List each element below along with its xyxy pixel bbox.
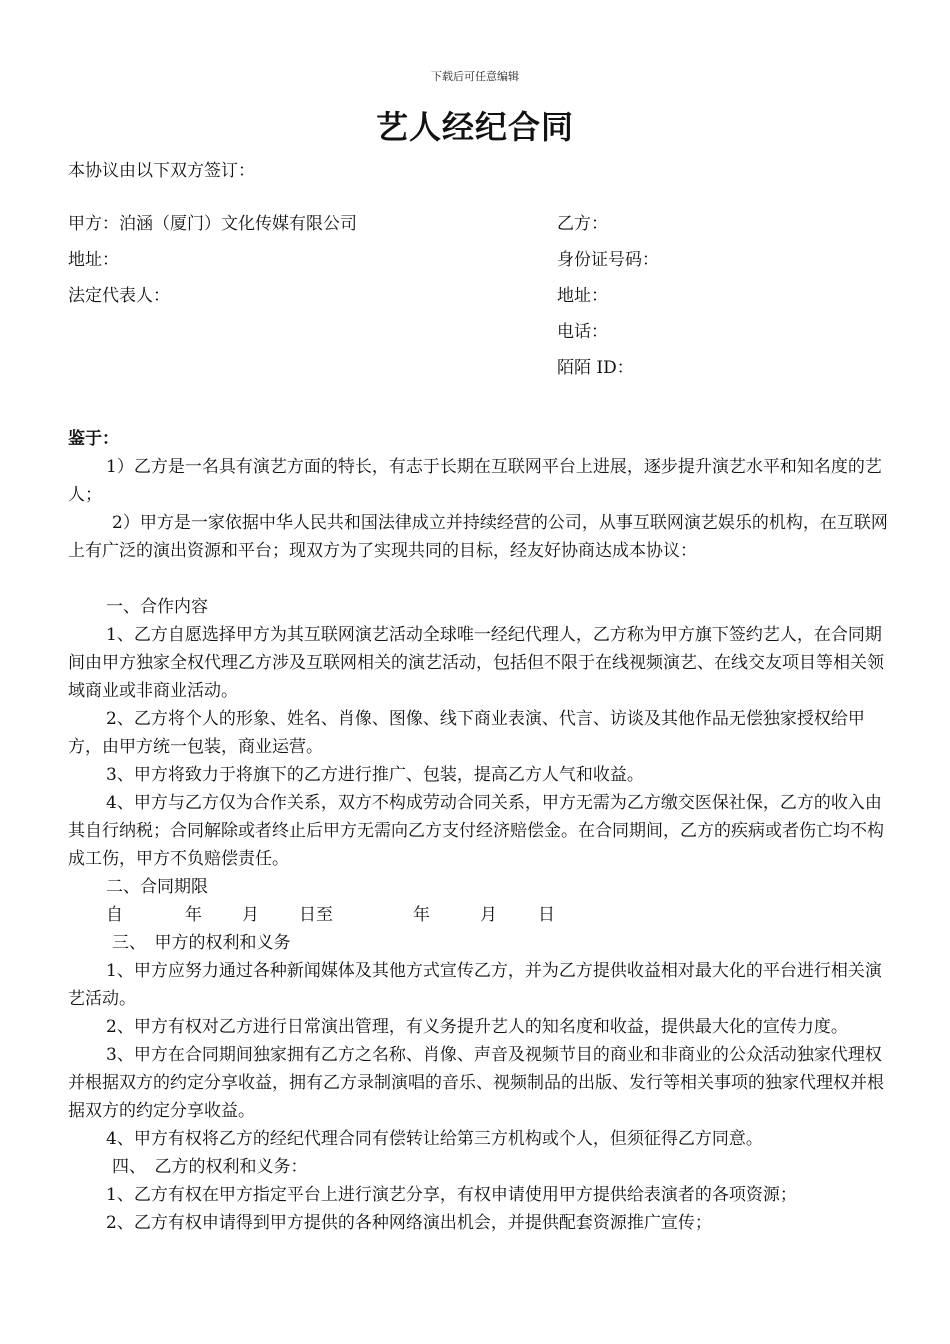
section-4-item: 2、乙方有权申请得到甲方提供的各种网络演出机会，并提供配套资源推广宣传； [106, 1213, 712, 1233]
term-month-2: 月 [480, 905, 497, 925]
term-from: 自 [106, 905, 123, 925]
section-3-item: 2、甲方有权对乙方进行日常演出管理，有义务提升艺人的知名度和收益，提供最大化的宣传力度。 [106, 1017, 848, 1037]
whereas-item-2: 2）甲方是一家依据中华人民共和国法律成立并持续经营的公司，从事互联网演艺娱乐的机构，在互联网上有广泛的演出资源和平台；现双方为了实现共同的目标，经友好协商达成本协议： [68, 513, 888, 561]
section-4-heading: 四、 乙方的权利和义务： [112, 1157, 308, 1177]
spacer [68, 565, 888, 593]
section-1-heading: 一、合作内容 [106, 597, 208, 617]
party-b-block [557, 210, 659, 390]
section-1-item: 2、乙方将个人的形象、姓名、肖像、图像、线下商业表演、代言、访谈及其他作品无偿独家授权给甲方，由甲方统一包装，商业运营。 [68, 709, 865, 757]
term-day-to: 日至 [299, 905, 333, 925]
header-note: 下载后可任意编辑 [431, 70, 519, 83]
section-3-heading: 三、 甲方的权利和义务 [112, 933, 291, 953]
party-a-legal-rep: 法定代表人： [68, 286, 170, 306]
term-day-2: 日 [538, 905, 555, 925]
term-year-1: 年 [185, 905, 202, 925]
party-b-address: 地址： [557, 286, 608, 306]
term-month-1: 月 [242, 905, 259, 925]
party-b-momo-id: 陌陌 ID： [557, 358, 634, 378]
contract-term-row [68, 901, 888, 929]
section-4-item: 1、乙方有权在甲方指定平台上进行演艺分享，有权申请使用甲方提供给表演者的各项资源； [106, 1185, 797, 1205]
section-1-item: 1、乙方自愿选择甲方为其互联网演艺活动全球唯一经纪代理人，乙方称为甲方旗下签约艺人，在合同期间由甲方独家全权代理乙方涉及互联网相关的演艺活动，包括但不限于在线视频演艺、在线交友项目等相关领域商业或非商业活动。 [68, 625, 884, 701]
party-a-address: 地址： [68, 250, 119, 270]
document-title: 艺人经纪合同 [375, 108, 574, 146]
party-a-block [68, 210, 357, 318]
party-b-id-number: 身份证号码： [557, 250, 659, 270]
section-3-item: 3、甲方在合同期间独家拥有乙方之名称、肖像、声音及视频节目的商业和非商业的公众活动独家代理权并根据双方的约定分享收益，拥有乙方录制演唱的音乐、视频制品的出版、发行等相关事项的独家代理权并根据双方的约定分享收益。 [68, 1045, 884, 1121]
section-2-heading: 二、合同期限 [106, 877, 208, 897]
whereas-heading: 鉴于： [68, 429, 119, 449]
whereas-item-1: 1）乙方是一名具有演艺方面的特长，有志于长期在互联网平台上进展，逐步提升演艺水平和知名度的艺人； [68, 457, 882, 505]
section-3-item: 1、甲方应努力通过各种新闻媒体及其他方式宣传乙方，并为乙方提供收益相对最大化的平台进行相关演艺活动。 [68, 961, 882, 1009]
term-year-2: 年 [413, 905, 430, 925]
contract-body [68, 425, 888, 1237]
party-b-phone: 电话： [557, 322, 608, 342]
intro-text: 本协议由以下双方签订： [68, 161, 255, 181]
section-3-item: 4、甲方有权将乙方的经纪代理合同有偿转让给第三方机构或个人，但须征得乙方同意。 [106, 1129, 763, 1149]
party-b-name: 乙方： [557, 214, 608, 234]
party-a-name: 甲方：泊涵（厦门）文化传媒有限公司 [68, 214, 357, 234]
section-1-item: 3、甲方将致力于将旗下的乙方进行推广、包装，提高乙方人气和收益。 [106, 765, 644, 785]
section-1-item: 4、甲方与乙方仅为合作关系，双方不构成劳动合同关系，甲方无需为乙方缴交医保社保，乙方的收入由其自行纳税；合同解除或者终止后甲方无需向乙方支付经济赔偿金。在合同期间，乙方的疾病或者伤亡均不构成工伤，甲方不负赔偿责任。 [68, 793, 884, 869]
